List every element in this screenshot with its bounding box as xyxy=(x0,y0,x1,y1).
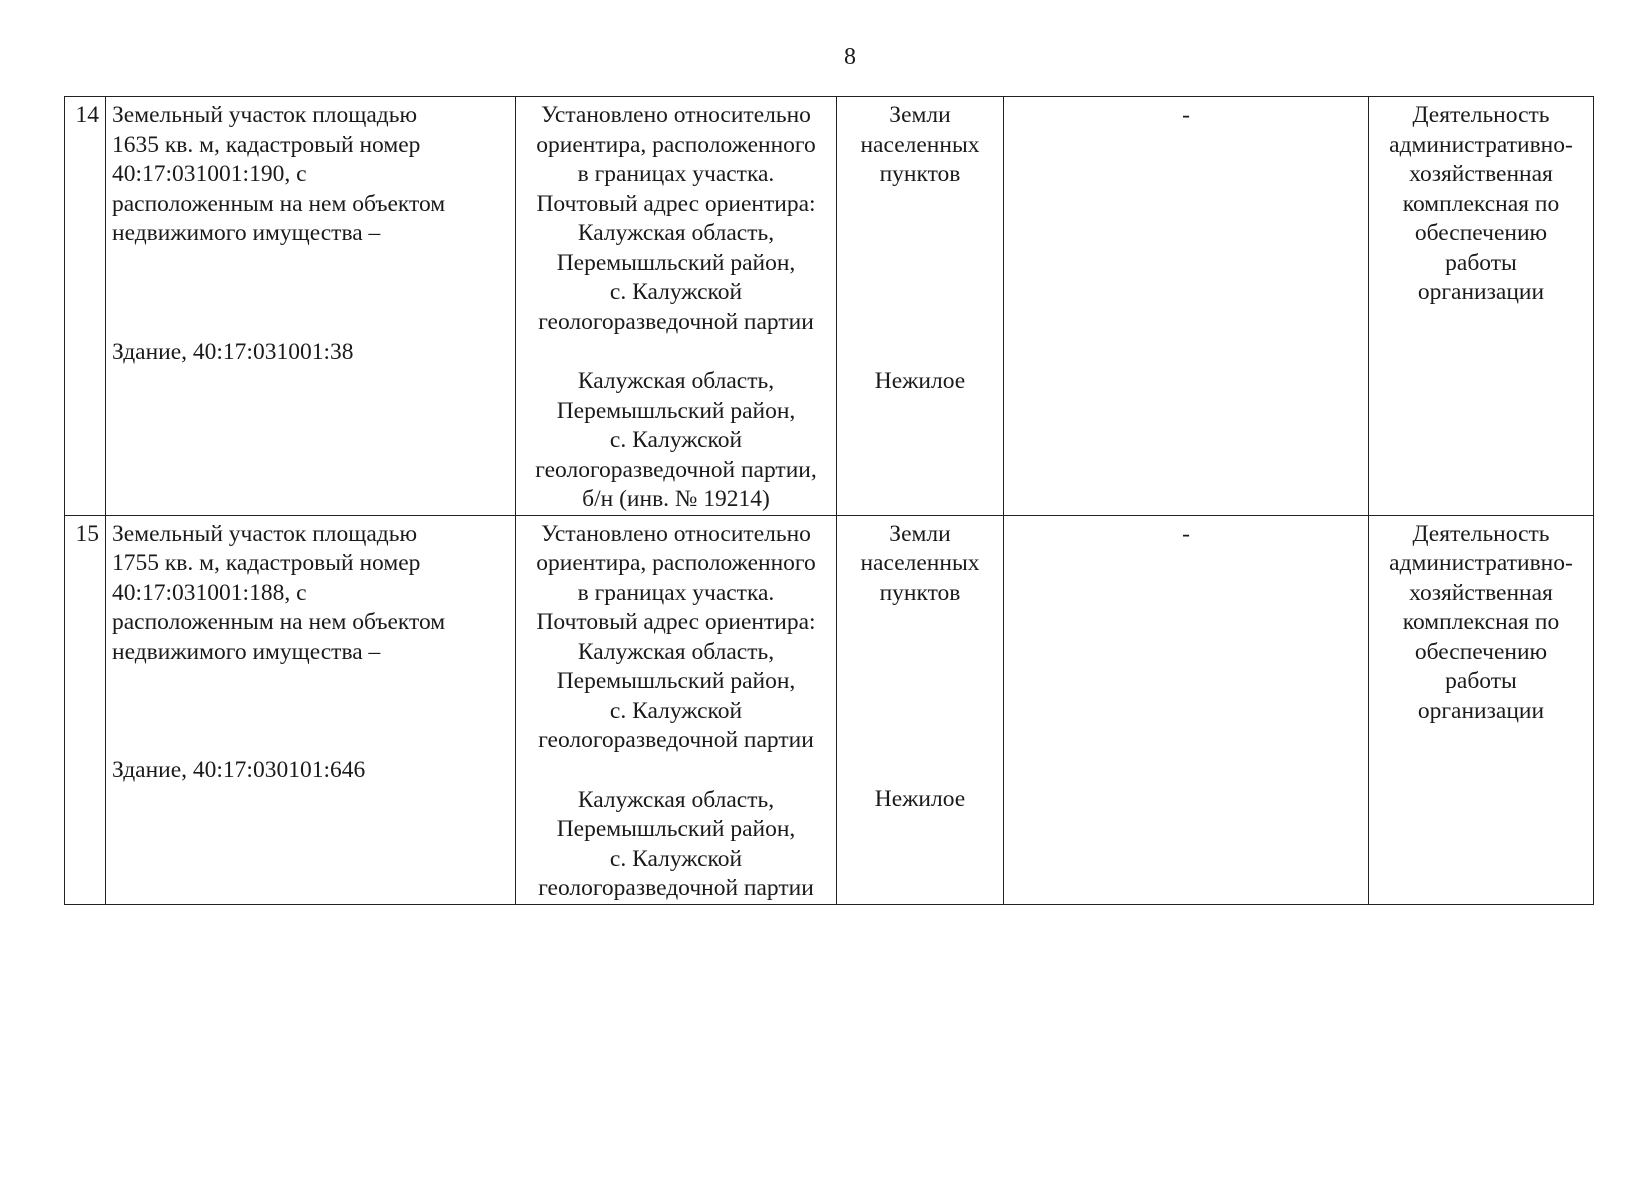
building-category: Нежилое xyxy=(874,786,966,812)
usage-cell xyxy=(1369,515,1594,904)
row-number: 14 xyxy=(65,97,106,516)
land-plot-description: Земельный участок площадью 1635 кв. м, кадастровый номер 40:17:031001:190, с расположенным на нем объектом недвижимого имущества – xyxy=(112,102,446,246)
building-category: Нежилое xyxy=(874,367,966,394)
land-plot-address: Установлено относительно ориентира, расположенного в границах участка. Почтовый адрес ориентира: Калужская область, Перемышльский район, с. Калужской геологоразведочной партии xyxy=(536,102,816,335)
land-category: Земли населенных пунктов xyxy=(860,520,980,606)
usage-cell xyxy=(1369,97,1594,516)
table-row xyxy=(65,515,1594,904)
building-address: Калужская область, Перемышльский район, с. Калужской геологоразведочной партии, б/н (инв. № 19214) xyxy=(535,368,817,512)
page-number: 8 xyxy=(844,44,856,70)
permitted-use: Деятельность административно- хозяйственная комплексная по обеспечению работы организации xyxy=(1389,520,1573,724)
category-cell xyxy=(837,97,1004,516)
building-address: Калужская область, Перемышльский район, с. Калужской геологоразведочной партии xyxy=(538,786,814,901)
table-row xyxy=(65,97,1594,516)
encumbrance-cell: - xyxy=(1004,515,1369,904)
building-description: Здание, 40:17:030101:646 xyxy=(112,757,366,783)
row-number: 15 xyxy=(65,515,106,904)
object-description-cell xyxy=(106,515,516,904)
property-table xyxy=(64,96,1594,905)
address-cell xyxy=(516,515,837,904)
land-plot-description: Земельный участок площадью 1755 кв. м, кадастровый номер 40:17:031001:188, с расположенным на нем объектом недвижимого имущества – xyxy=(112,520,446,665)
building-description: Здание, 40:17:031001:38 xyxy=(112,338,354,365)
land-plot-address: Установлено относительно ориентира, расположенного в границах участка. Почтовый адрес ориентира: Калужская область, Перемышльский район, с. Калужской геологоразведочной партии xyxy=(536,520,816,753)
object-description-cell xyxy=(106,97,516,516)
land-category: Земли населенных пунктов xyxy=(860,102,980,187)
category-cell xyxy=(837,515,1004,904)
permitted-use: Деятельность административно- хозяйственная комплексная по обеспечению работы организации xyxy=(1389,102,1573,305)
address-cell xyxy=(516,97,837,516)
encumbrance-cell: - xyxy=(1004,97,1369,516)
